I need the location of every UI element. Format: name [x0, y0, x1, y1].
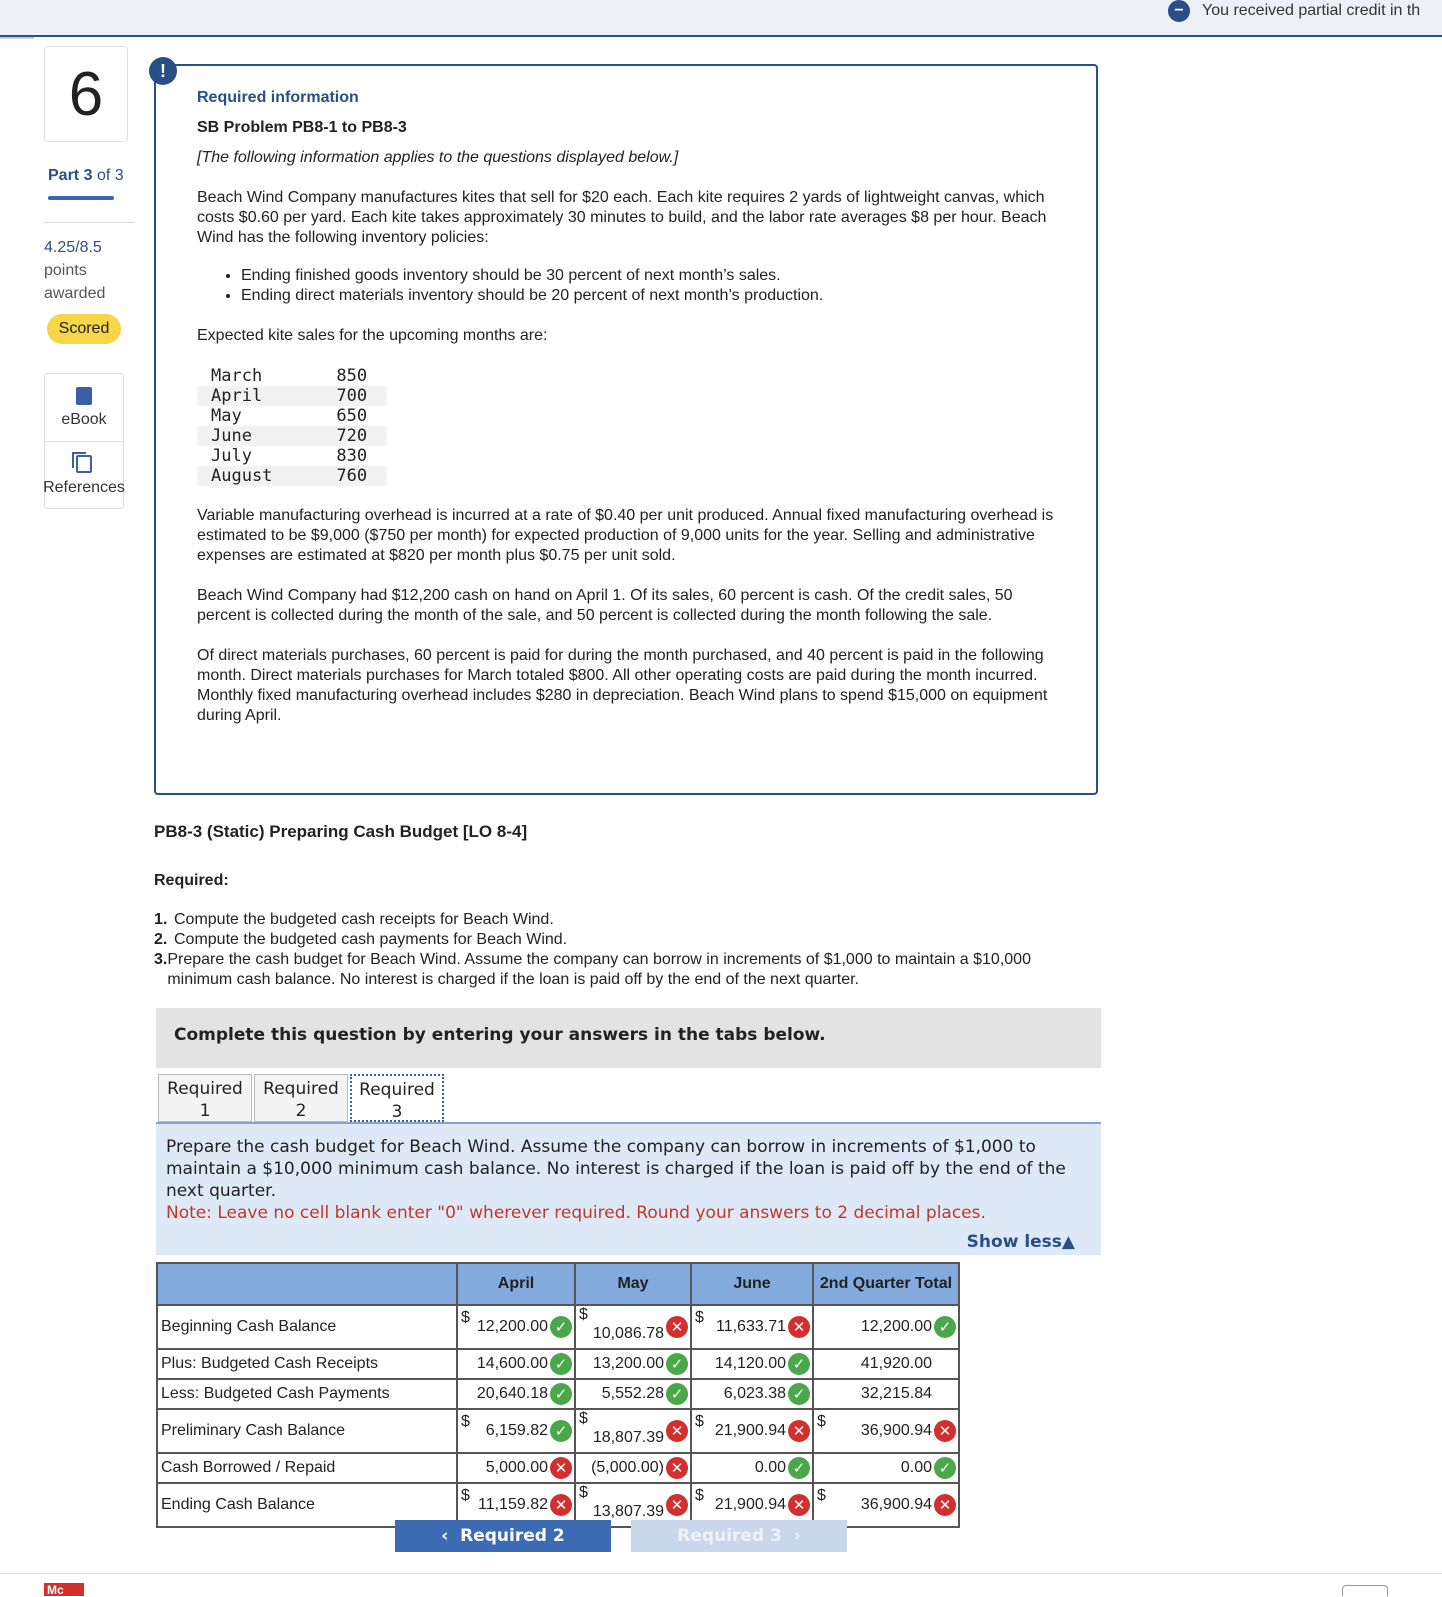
- currency-symbol: $: [461, 1309, 470, 1326]
- alert-icon: !: [149, 57, 177, 85]
- overhead-paragraph: Variable manufacturing overhead is incurred at a rate of $0.40 per unit produced. Annual fixed manufacturing overhead is estimated to be $9,000 ($750 per month) for expected production of 9,000 units for the year. Selling and administrative expenses are estimated at $820 per month plus $0.75 per unit sold.: [197, 507, 1054, 564]
- table-row: May 650: [211, 406, 368, 426]
- top-bar: [0, 0, 1442, 37]
- table-row: March 850: [211, 366, 368, 386]
- cell-value: 36,900.94: [860, 1496, 932, 1513]
- row-label: Beginning Cash Balance: [157, 1305, 457, 1349]
- cell-value: 6,023.38: [723, 1385, 786, 1402]
- cross-icon: ✕: [550, 1494, 572, 1516]
- cell-value: 14,600.00: [476, 1355, 548, 1372]
- tab-required-1[interactable]: Required 1: [158, 1074, 252, 1122]
- instructions-panel: [156, 1124, 1101, 1255]
- required-information-box: [154, 64, 1098, 795]
- check-icon: ✓: [666, 1383, 688, 1405]
- cross-icon: ✕: [934, 1420, 956, 1442]
- question-number: 6: [44, 46, 128, 142]
- table-row: [157, 1349, 959, 1379]
- currency-symbol: $: [579, 1484, 588, 1501]
- check-icon: ✓: [666, 1353, 688, 1375]
- budget-input-cell[interactable]: [457, 1305, 575, 1349]
- budget-input-cell[interactable]: [575, 1349, 691, 1379]
- row-label: Less: Budgeted Cash Payments: [157, 1379, 457, 1409]
- cell-value: 13,807.39: [592, 1503, 664, 1520]
- currency-symbol: $: [579, 1306, 588, 1323]
- cell-value: 12,200.00: [860, 1318, 932, 1335]
- complete-banner: Complete this question by entering your answers in the tabs below.: [156, 1008, 1101, 1068]
- col-april: April: [457, 1263, 575, 1305]
- cell-value: 11,159.82: [478, 1496, 548, 1513]
- requirements-list: [154, 910, 1074, 990]
- problem-heading: PB8-3 (Static) Preparing Cash Budget [LO 8-4]: [154, 822, 528, 841]
- check-icon: ✓: [934, 1316, 956, 1338]
- part-indicator: Part 3 of 3: [48, 167, 124, 184]
- currency-symbol: $: [695, 1413, 704, 1430]
- check-icon: ✓: [788, 1383, 810, 1405]
- copy-icon: [76, 455, 92, 473]
- table-row: August 760: [197, 466, 387, 486]
- book-icon: [76, 387, 92, 405]
- cross-icon: ✕: [788, 1494, 810, 1516]
- check-icon: ✓: [934, 1457, 956, 1479]
- prev-required-button[interactable]: ‹ Required 2: [395, 1520, 611, 1552]
- row-label: Cash Borrowed / Repaid: [157, 1453, 457, 1483]
- check-icon: ✓: [788, 1457, 810, 1479]
- partial-credit-notice: − You received partial credit in th: [1168, 0, 1420, 22]
- ebook-button[interactable]: eBook: [45, 374, 123, 442]
- cell-value: 41,920.00: [860, 1355, 932, 1372]
- cell-value: 11,633.71: [716, 1318, 786, 1335]
- cell-value: 5,000.00: [485, 1459, 548, 1476]
- budget-input-cell[interactable]: [691, 1305, 813, 1349]
- cell-value: 36,900.94: [860, 1422, 932, 1439]
- cell-value: 21,900.94: [714, 1496, 786, 1513]
- sidebar-divider: [44, 222, 134, 223]
- budget-input-cell[interactable]: [457, 1453, 575, 1483]
- cell-value: 12,200.00: [476, 1318, 548, 1335]
- table-row: [157, 1409, 959, 1453]
- show-less-toggle[interactable]: Show less▲: [966, 1232, 1075, 1252]
- check-icon: ✓: [550, 1420, 572, 1442]
- cross-icon: ✕: [788, 1316, 810, 1338]
- cell-value: 21,900.94: [714, 1422, 786, 1439]
- table-row: [157, 1305, 959, 1349]
- budget-input-cell[interactable]: [691, 1379, 813, 1409]
- part-progress-bar: [48, 196, 114, 200]
- cash-paragraph: Beach Wind Company had $12,200 cash on hand on April 1. Of its sales, 60 percent is cash. Of the credit sales, 50 percent is collected during the month of the sale, and 50 percent is collected during the month following the sale.: [197, 587, 1013, 624]
- list-item: • Ending finished goods inventory should be 30 percent of next month’s sales.: [241, 266, 1057, 286]
- budget-input-cell[interactable]: [813, 1409, 959, 1453]
- list-item: • Ending direct materials inventory should be 20 percent of next month’s production.: [241, 286, 1057, 306]
- col-june: June: [691, 1263, 813, 1305]
- sales-intro: Expected kite sales for the upcoming months are:: [197, 327, 548, 344]
- cross-icon: ✕: [666, 1457, 688, 1479]
- currency-symbol: $: [817, 1487, 826, 1504]
- rounding-note: Note: Leave no cell blank enter "0" wherever required. Round your answers to 2 decimal places.: [166, 1203, 986, 1223]
- points-awarded: 4.25/8.5 points awarded: [44, 239, 106, 302]
- cell-value: 32,215.84: [860, 1385, 932, 1402]
- currency-symbol: $: [461, 1413, 470, 1430]
- cross-icon: ✕: [666, 1316, 688, 1338]
- check-icon: ✓: [550, 1316, 572, 1338]
- cross-icon: ✕: [550, 1457, 572, 1479]
- budget-input-cell[interactable]: [813, 1349, 959, 1379]
- table-row: April 700: [197, 386, 387, 406]
- row-label: Preliminary Cash Balance: [157, 1409, 457, 1453]
- cell-value: 6,159.82: [485, 1422, 548, 1439]
- problem-title: SB Problem PB8-1 to PB8-3: [197, 119, 407, 136]
- budget-input-cell[interactable]: [813, 1305, 959, 1349]
- next-required-button[interactable]: Required 3 ›: [631, 1520, 847, 1552]
- tab-required-3[interactable]: Required 3: [350, 1074, 444, 1122]
- scored-badge: Scored: [47, 314, 121, 344]
- cell-value: 10,086.78: [592, 1325, 664, 1342]
- check-icon: ✓: [788, 1353, 810, 1375]
- purchases-paragraph: Of direct materials purchases, 60 percent is paid for during the month purchased, and 40 percent is paid in the following month. Direct materials purchases for March totaled $800. All other operating costs are paid during the month incurred. Monthly fixed manufacturing overhead includes $280 in depreciation. Beach Wind plans to spend $15,000 on equipment during April.: [197, 647, 1048, 724]
- cell-value: 14,120.00: [714, 1355, 786, 1372]
- requirement-tabs: [158, 1074, 446, 1122]
- currency-symbol: $: [695, 1487, 704, 1504]
- list-item: 2. Compute the budgeted cash payments for Beach Wind.: [154, 931, 568, 948]
- budget-input-cell[interactable]: [813, 1453, 959, 1483]
- footer-divider: [0, 1573, 1442, 1574]
- nav-buttons: [395, 1520, 847, 1552]
- instructions-text: Prepare the cash budget for Beach Wind. Assume the company can borrow in increments of $1,000 to maintain a $10,000 minimum cash balance. No interest is charged if the loan is paid off by the end of the next quarter.: [166, 1137, 1066, 1201]
- left-divider: [0, 37, 34, 39]
- cell-value: 0.00: [754, 1459, 786, 1476]
- tab-required-2[interactable]: Required 2: [254, 1074, 348, 1122]
- table-header-row: [157, 1263, 959, 1305]
- cash-budget-table: [156, 1262, 960, 1528]
- budget-input-cell[interactable]: [691, 1453, 813, 1483]
- check-icon: ✓: [550, 1383, 572, 1405]
- references-button[interactable]: References: [45, 442, 123, 510]
- budget-input-cell[interactable]: [691, 1409, 813, 1453]
- list-item: 3. Prepare the cash budget for Beach Wind. Assume the company can borrow in increments of $1,000 to maintain a $10,000 minimum cash balance. No interest is charged if the loan is paid off by the end of the next quarter.: [154, 951, 1031, 988]
- currency-symbol: $: [461, 1487, 470, 1504]
- row-label: Plus: Budgeted Cash Receipts: [157, 1349, 457, 1379]
- currency-symbol: $: [817, 1413, 826, 1430]
- cell-value: 18,807.39: [592, 1429, 664, 1446]
- cross-icon: ✕: [788, 1420, 810, 1442]
- currency-symbol: $: [579, 1410, 588, 1427]
- cell-value: 13,200.00: [592, 1355, 664, 1372]
- table-row: [157, 1453, 959, 1483]
- budget-input-cell[interactable]: [575, 1305, 691, 1349]
- sales-table: [197, 366, 387, 486]
- currency-symbol: $: [695, 1309, 704, 1326]
- cell-value: 5,552.28: [601, 1385, 664, 1402]
- minus-circle-icon: −: [1168, 0, 1190, 22]
- budget-input-cell[interactable]: [457, 1349, 575, 1379]
- required-heading: Required:: [154, 872, 229, 889]
- cell-value: 20,640.18: [476, 1385, 548, 1402]
- table-row: [157, 1379, 959, 1409]
- intro-paragraph: Beach Wind Company manufactures kites that sell for $20 each. Each kite requires 2 yards of lightweight canvas, which costs $0.60 per yard. Each kite takes approximately 30 minutes to build, and the labor rate averages $8 per hour. Beach Wind has the following inventory policies:: [197, 189, 1047, 246]
- cross-icon: ✕: [666, 1420, 688, 1442]
- check-icon: ✓: [550, 1353, 572, 1375]
- mcgraw-logo: Mc: [44, 1583, 84, 1596]
- info-heading: Required information: [197, 89, 359, 106]
- inventory-policies: [241, 266, 1057, 306]
- budget-input-cell[interactable]: [575, 1379, 691, 1409]
- cell-value: (5,000.00): [591, 1459, 664, 1476]
- list-item: 1. Compute the budgeted cash receipts for Beach Wind.: [154, 911, 554, 928]
- tool-panel: [44, 373, 124, 509]
- table-row: June 720: [197, 426, 387, 446]
- col-may: May: [575, 1263, 691, 1305]
- budget-input-cell[interactable]: [575, 1409, 691, 1453]
- col-quarter-total: 2nd Quarter Total: [813, 1263, 959, 1305]
- cell-value: 0.00: [900, 1459, 932, 1476]
- row-label: Ending Cash Balance: [157, 1483, 457, 1527]
- applies-note: [The following information applies to the questions displayed below.]: [197, 149, 679, 166]
- budget-input-cell[interactable]: [575, 1453, 691, 1483]
- table-row: July 830: [211, 446, 368, 466]
- cross-icon: ✕: [934, 1494, 956, 1516]
- budget-input-cell[interactable]: [691, 1349, 813, 1379]
- budget-input-cell[interactable]: [813, 1379, 959, 1409]
- budget-input-cell[interactable]: [457, 1379, 575, 1409]
- budget-input-cell[interactable]: [457, 1409, 575, 1453]
- cross-icon: ✕: [666, 1494, 688, 1516]
- link-icon[interactable]: [1342, 1585, 1388, 1596]
